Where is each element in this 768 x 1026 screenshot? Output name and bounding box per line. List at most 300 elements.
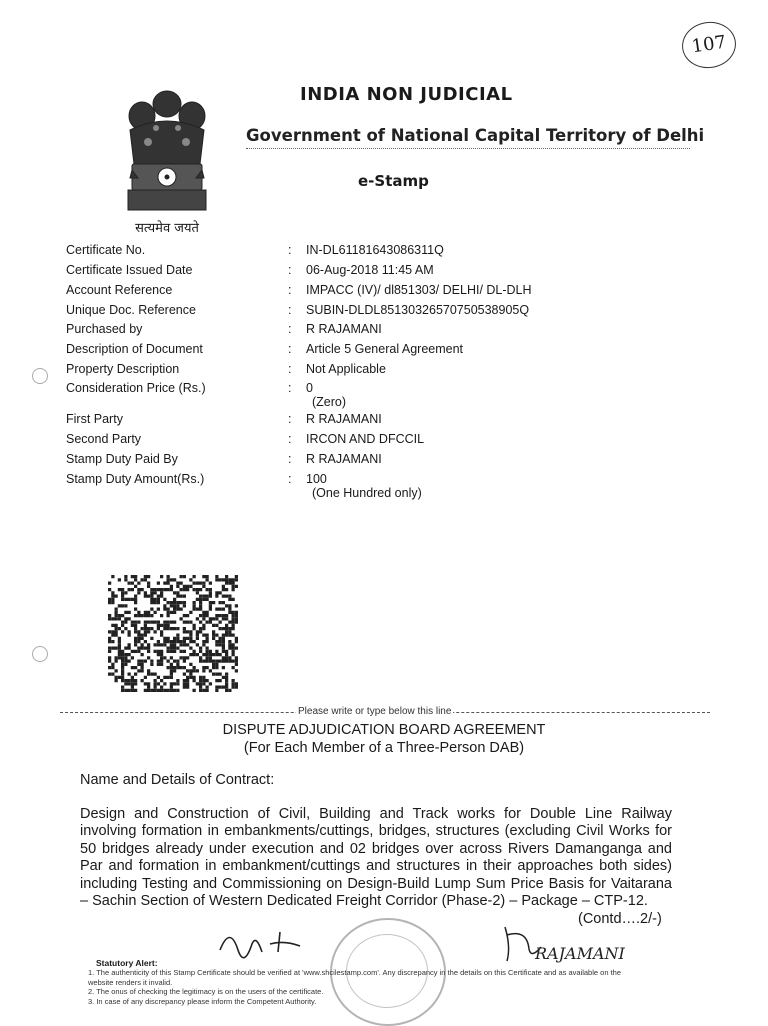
qr-module (196, 591, 199, 594)
qr-module (160, 686, 163, 689)
qr-module (134, 640, 137, 643)
field-label: Consideration Price (Rs.) (66, 381, 206, 395)
qr-module (199, 682, 202, 685)
qr-module (108, 617, 111, 620)
field-colon: : (288, 303, 292, 317)
qr-module (144, 660, 147, 663)
qr-module (206, 595, 209, 598)
qr-module (111, 591, 114, 594)
qr-module (199, 630, 202, 633)
qr-module (222, 608, 225, 611)
qr-module (219, 614, 222, 617)
field-value: 100 (306, 472, 327, 486)
qr-module (111, 598, 114, 601)
qr-module (154, 588, 157, 591)
qr-module (235, 686, 238, 689)
qr-module (134, 627, 137, 630)
qr-module (235, 656, 238, 659)
qr-module (160, 656, 163, 659)
qr-module (128, 679, 131, 682)
government-name: Government of National Capital Territory of Delhi (246, 126, 705, 145)
qr-module (222, 578, 225, 581)
qr-module (118, 627, 121, 630)
qr-module (173, 640, 176, 643)
qr-module (225, 656, 228, 659)
national-emblem-icon (108, 82, 226, 222)
qr-module (189, 611, 192, 614)
qr-module (147, 614, 150, 617)
qr-module (225, 604, 228, 607)
qr-module (147, 585, 150, 588)
qr-module (111, 575, 114, 578)
qr-module (222, 666, 225, 669)
qr-module (232, 598, 235, 601)
qr-module (199, 686, 202, 689)
qr-module (186, 656, 189, 659)
qr-module (235, 604, 238, 607)
qr-module (183, 673, 186, 676)
qr-module (215, 650, 218, 653)
qr-module (131, 621, 134, 624)
qr-module (232, 611, 235, 614)
qr-module (118, 647, 121, 650)
qr-module (147, 630, 150, 633)
qr-module (170, 643, 173, 646)
qr-module (137, 663, 140, 666)
qr-module (206, 637, 209, 640)
qr-module (170, 656, 173, 659)
qr-module (189, 634, 192, 637)
qr-module (134, 585, 137, 588)
qr-module (157, 640, 160, 643)
qr-module (186, 588, 189, 591)
qr-module (141, 660, 144, 663)
qr-module (176, 682, 179, 685)
qr-module (206, 640, 209, 643)
qr-module (225, 650, 228, 653)
qr-module (193, 627, 196, 630)
qr-module (228, 604, 231, 607)
qr-module (141, 634, 144, 637)
field-row (66, 362, 686, 380)
qr-module (154, 650, 157, 653)
qr-module (209, 656, 212, 659)
qr-module (144, 682, 147, 685)
qr-module (202, 611, 205, 614)
qr-module (147, 686, 150, 689)
qr-module (128, 689, 131, 692)
qr-module (232, 686, 235, 689)
qr-module (128, 673, 131, 676)
contract-details (80, 806, 672, 910)
qr-module (193, 666, 196, 669)
qr-module (144, 627, 147, 630)
qr-module (157, 595, 160, 598)
qr-module (235, 640, 238, 643)
qr-module (170, 666, 173, 669)
qr-module (212, 637, 215, 640)
qr-module (199, 621, 202, 624)
qr-module (134, 578, 137, 581)
qr-module (212, 601, 215, 604)
qr-module (121, 679, 124, 682)
qr-module (173, 637, 176, 640)
qr-module (193, 588, 196, 591)
qr-module (196, 669, 199, 672)
qr-module (225, 676, 228, 679)
qr-module (131, 682, 134, 685)
qr-module (212, 653, 215, 656)
qr-module (160, 650, 163, 653)
qr-module (180, 595, 183, 598)
qr-module (176, 689, 179, 692)
qr-module (150, 673, 153, 676)
qr-module (186, 679, 189, 682)
qr-module (150, 660, 153, 663)
qr-module (225, 588, 228, 591)
qr-module (215, 578, 218, 581)
qr-module (176, 591, 179, 594)
qr-module (170, 673, 173, 676)
qr-module (206, 653, 209, 656)
qr-module (225, 673, 228, 676)
qr-module (215, 673, 218, 676)
qr-module (209, 621, 212, 624)
qr-module (118, 578, 121, 581)
qr-module (124, 653, 127, 656)
qr-module (167, 660, 170, 663)
qr-module (176, 595, 179, 598)
qr-module (160, 624, 163, 627)
qr-module (199, 650, 202, 653)
qr-module (209, 582, 212, 585)
qr-module (108, 656, 111, 659)
qr-module (121, 650, 124, 653)
qr-module (154, 621, 157, 624)
qr-module (108, 666, 111, 669)
qr-module (170, 650, 173, 653)
qr-module (176, 647, 179, 650)
qr-module (173, 689, 176, 692)
qr-module (154, 686, 157, 689)
qr-module (215, 591, 218, 594)
qr-module (144, 591, 147, 594)
qr-module (173, 643, 176, 646)
qr-module (228, 656, 231, 659)
field-label: Second Party (66, 432, 142, 446)
qr-module (209, 601, 212, 604)
field-value: R RAJAMANI (306, 322, 382, 336)
qr-module (157, 663, 160, 666)
qr-module (219, 640, 222, 643)
qr-module (176, 663, 179, 666)
field-colon: : (288, 432, 292, 446)
estamp-label: e-Stamp (358, 172, 429, 190)
field-value: 06-Aug-2018 11:45 AM (306, 263, 434, 277)
qr-module (121, 621, 124, 624)
qr-module (150, 608, 153, 611)
qr-module (199, 689, 202, 692)
qr-module (222, 656, 225, 659)
qr-module (115, 679, 118, 682)
qr-module (118, 676, 121, 679)
qr-module (128, 617, 131, 620)
qr-module (222, 617, 225, 620)
qr-module (199, 679, 202, 682)
qr-module (121, 689, 124, 692)
qr-module (167, 575, 170, 578)
qr-module (199, 676, 202, 679)
qr-module (167, 601, 170, 604)
qr-module (176, 585, 179, 588)
qr-module (225, 578, 228, 581)
qr-module (157, 598, 160, 601)
qr-module (115, 614, 118, 617)
qr-module (111, 630, 114, 633)
qr-module (108, 637, 111, 640)
qr-module (235, 682, 238, 685)
qr-module (157, 643, 160, 646)
qr-module (157, 689, 160, 692)
qr-module (180, 640, 183, 643)
qr-module (108, 601, 111, 604)
qr-module (150, 637, 153, 640)
field-colon: : (288, 362, 292, 376)
qr-module (137, 669, 140, 672)
field-value: IMPACC (IV)/ dl851303/ DELHI/ DL-DLH (306, 283, 532, 297)
qr-module (141, 637, 144, 640)
qr-module (124, 660, 127, 663)
qr-module (176, 637, 179, 640)
qr-module (163, 640, 166, 643)
qr-module (189, 578, 192, 581)
qr-module (144, 611, 147, 614)
qr-module (225, 575, 228, 578)
qr-module (170, 682, 173, 685)
qr-module (170, 585, 173, 588)
qr-module (128, 647, 131, 650)
qr-module (173, 660, 176, 663)
qr-module (183, 679, 186, 682)
qr-module (199, 647, 202, 650)
field-row (66, 263, 686, 281)
qr-module (193, 608, 196, 611)
qr-module (176, 640, 179, 643)
contract-paragraph: Design and Construction of Civil, Building and Track works for Double Line Railway involving formation in embankments/cuttings, bridges, structures (excluding Civil Works for 50 bridges already under execution and 02 bridges over across Rivers Damanganga and Par and formation in embankment/cuttings and structures in their approaches both sides) including Testing and Commissioning on Design-Build Lump Sum Price Basis for Vaitarana – Sachin Section of Western Dedicated Freight Corridor (Phase-2) – Package – CTP-12. (80, 806, 672, 910)
qr-module (134, 682, 137, 685)
qr-module (134, 673, 137, 676)
continued-note: (Contd….2/-) (578, 911, 662, 927)
field-row (66, 322, 686, 340)
qr-module (215, 666, 218, 669)
qr-module (163, 588, 166, 591)
qr-module (235, 669, 238, 672)
qr-module (232, 585, 235, 588)
field-colon: : (288, 283, 292, 297)
qr-module (167, 621, 170, 624)
qr-module (167, 627, 170, 630)
qr-module (118, 617, 121, 620)
qr-module (206, 598, 209, 601)
qr-module (128, 643, 131, 646)
qr-module (206, 666, 209, 669)
qr-module (124, 598, 127, 601)
qr-module (215, 624, 218, 627)
qr-module (228, 643, 231, 646)
qr-module (173, 598, 176, 601)
qr-module (137, 650, 140, 653)
qr-module (160, 663, 163, 666)
qr-module (193, 601, 196, 604)
qr-module (232, 650, 235, 653)
qr-module (150, 689, 153, 692)
qr-module (137, 588, 140, 591)
agreement-title: DISPUTE ADJUDICATION BOARD AGREEMENT (222, 722, 546, 738)
qr-module (219, 673, 222, 676)
qr-module (176, 666, 179, 669)
qr-module (150, 663, 153, 666)
qr-module (193, 575, 196, 578)
qr-module (183, 595, 186, 598)
qr-module (134, 666, 137, 669)
field-colon: : (288, 381, 292, 395)
qr-module (124, 621, 127, 624)
qr-module (170, 604, 173, 607)
qr-module (111, 624, 114, 627)
qr-module (215, 653, 218, 656)
qr-module (108, 598, 111, 601)
qr-module (219, 643, 222, 646)
field-colon: : (288, 452, 292, 466)
qr-module (170, 588, 173, 591)
qr-module (215, 660, 218, 663)
qr-module (170, 676, 173, 679)
qr-module (232, 679, 235, 682)
qr-module (121, 656, 124, 659)
qr-module (137, 591, 140, 594)
qr-module (189, 669, 192, 672)
qr-module (163, 682, 166, 685)
qr-module (173, 621, 176, 624)
qr-module (118, 637, 121, 640)
qr-module (222, 585, 225, 588)
qr-module (206, 575, 209, 578)
statutory-item: 2. The onus of checking the legitimacy is on the users of the certificate. (88, 987, 324, 996)
qr-module (222, 634, 225, 637)
qr-module (186, 669, 189, 672)
qr-module (167, 650, 170, 653)
qr-module (225, 624, 228, 627)
qr-module (134, 679, 137, 682)
qr-module (206, 660, 209, 663)
qr-module (131, 679, 134, 682)
qr-module (206, 611, 209, 614)
qr-module (121, 686, 124, 689)
qr-module (118, 614, 121, 617)
qr-module (228, 582, 231, 585)
qr-module (215, 614, 218, 617)
qr-module (189, 647, 192, 650)
qr-module (202, 669, 205, 672)
qr-module (183, 650, 186, 653)
qr-module (225, 686, 228, 689)
qr-module (167, 647, 170, 650)
qr-module (186, 630, 189, 633)
qr-module (115, 624, 118, 627)
qr-module (202, 614, 205, 617)
qr-module (186, 637, 189, 640)
qr-module (232, 666, 235, 669)
statutory-list (88, 968, 648, 1006)
field-value-words: (One Hundred only) (312, 486, 422, 500)
qr-module (131, 689, 134, 692)
qr-module (134, 650, 137, 653)
qr-module (157, 624, 160, 627)
qr-module (173, 578, 176, 581)
field-colon: : (288, 243, 292, 257)
qr-module (199, 601, 202, 604)
qr-module (137, 614, 140, 617)
qr-module (115, 617, 118, 620)
qr-module (228, 608, 231, 611)
field-colon: : (288, 412, 292, 426)
qr-module (183, 630, 186, 633)
qr-module (222, 660, 225, 663)
qr-module (235, 617, 238, 620)
qr-module (173, 601, 176, 604)
qr-module (124, 656, 127, 659)
qr-module (219, 578, 222, 581)
qr-module (154, 611, 157, 614)
field-label: Purchased by (66, 322, 143, 336)
qr-module (111, 640, 114, 643)
qr-module (163, 582, 166, 585)
qr-module (189, 676, 192, 679)
qr-module (196, 682, 199, 685)
qr-module (180, 601, 183, 604)
qr-module (232, 647, 235, 650)
qr-module (189, 653, 192, 656)
qr-module (196, 598, 199, 601)
agreement-subtitle: (For Each Member of a Three-Person DAB) (243, 740, 525, 756)
qr-module (209, 617, 212, 620)
emblem-motto: सत्यमेव जयते (135, 221, 199, 236)
qr-module (215, 575, 218, 578)
qr-module (193, 689, 196, 692)
qr-module (219, 637, 222, 640)
qr-module (222, 647, 225, 650)
qr-module (154, 679, 157, 682)
field-value: IRCON AND DFCCIL (306, 432, 425, 446)
qr-module (180, 588, 183, 591)
qr-module (163, 621, 166, 624)
qr-module (186, 676, 189, 679)
qr-module (121, 630, 124, 633)
signature-text: RAJAMANI (535, 944, 625, 963)
qr-module (209, 604, 212, 607)
qr-module (124, 578, 127, 581)
qr-module (147, 689, 150, 692)
qr-module (199, 656, 202, 659)
qr-module (183, 588, 186, 591)
qr-module (183, 686, 186, 689)
qr-module (173, 608, 176, 611)
qr-module (173, 604, 176, 607)
qr-module (128, 682, 131, 685)
qr-module (186, 682, 189, 685)
field-label: Description of Document (66, 342, 203, 356)
qr-module (209, 588, 212, 591)
